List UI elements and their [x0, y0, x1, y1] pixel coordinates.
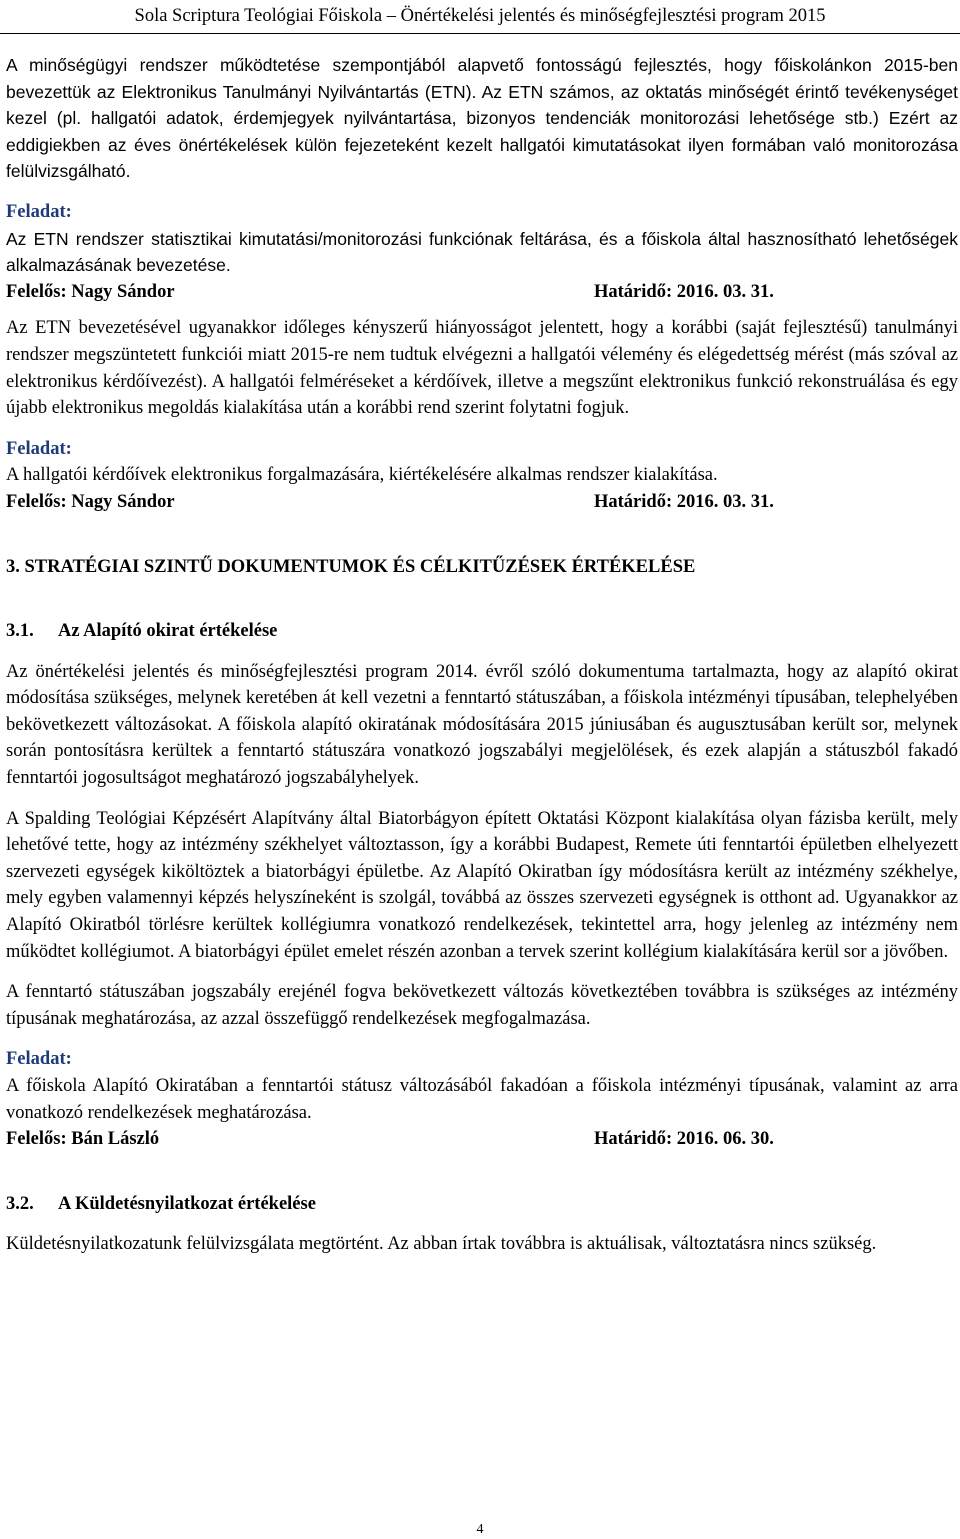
task-text: A főiskola Alapító Okiratában a fenntartói státusz változásából fakadóan a főiskola intézményi típusának, valamint az arra vonatkozó rendelkezések meghatározása.: [6, 1076, 958, 1123]
responsibility-line: [6, 1126, 958, 1153]
page-number: 4: [476, 1522, 484, 1537]
section-32-heading: [6, 1191, 958, 1218]
section-31-task-block: [6, 1046, 958, 1152]
responsibility-line: [6, 279, 958, 306]
section-number: 3.2.: [6, 1193, 34, 1214]
section-31-paragraph: A fenntartó státuszában jogszabály erejénél fogva bekövetkezett változás következtében továbbra is szükséges az intézmény típusának meghatározása, az azzal összefüggő rendelkezések megfogalmazása.: [6, 982, 958, 1029]
deadline: Határidő: 2016. 03. 31.: [594, 491, 774, 512]
section-32-paragraph: Küldetésnyilatkozatunk felülvizsgálata megtörtént. Az abban írtak továbbra is aktuálisak, változtatásra nincs szükség.: [6, 1234, 877, 1255]
task-label: Feladat:: [6, 1049, 72, 1070]
responsible-person: Felelős: Bán László: [6, 1129, 160, 1150]
section-31-paragraph: Az önértékelési jelentés és minőségfejlesztési program 2014. évről szóló dokumentuma tartalmazta, hogy az alapító okirat módosítása szükséges, melynek keretében át kell vezetni a fenntartó státuszában, a főiskola intézményi típusában, telephelyében bekövetkezett változásokat. A főiskola alapító okiratának módosítására 2015 júniusában és augusztusában került sor, melynek során pontosításra kerültek a fenntartó státuszára vonatkozó jogszabályi megjelölések, és ezek alapján a státuszból fakadó fenntartói jogosultságot meghatározó jogszabályhelyek.: [6, 661, 958, 789]
etn-task-block: [6, 199, 958, 305]
document-body: [6, 52, 958, 1258]
deadline: Határidő: 2016. 03. 31.: [594, 281, 774, 302]
section-title: A Küldetésnyilatkozat értékelése: [58, 1193, 316, 1214]
section-3-heading: 3. STRATÉGIAI SZINTŰ DOKUMENTUMOK ÉS CÉLKITŰZÉSEK ÉRTÉKELÉSE: [6, 556, 696, 577]
section-number: 3.1.: [6, 621, 34, 642]
responsibility-line: [6, 489, 958, 516]
responsible-person: Felelős: Nagy Sándor: [6, 281, 175, 302]
page-header: [0, 0, 960, 34]
task-text: Az ETN rendszer statisztikai kimutatási/monitorozási funkciónak feltárása, és a főiskola által hasznosítható lehetőségek alkalmazásának bevezetése.: [6, 228, 958, 276]
task-label: Feladat:: [6, 201, 72, 222]
section-31-paragraph: A Spalding Teológiai Képzésért Alapítvány által Biatorbágyon épített Oktatási Központ kialakítása olyan fázisba került, mely lehetővé tette, hogy az intézmény székhelyet változtasson, így a korábbi Budapest, Remete úti fenntartói épületben elhelyezett szervezeti egységek kiköltöztek a biatorbágyi épületbe. Az Alapító Okiratban így módosításra került az intézmény székhelye, mely egyben valamennyi képzés helyszíneként is szolgál, továbbá az összes szervezeti egységnek is otthont ad. Ugyanakkor az Alapító Okiratból törlésre kerültek kollégiumra vonatkozó rendelkezések, tekintettel arra, hogy jelenleg az intézmény nem működtet kollégiumot. A biatorbágyi épület emelet részén azonban a tervek szerint kollégium kialakítására kerül sor a jövőben.: [6, 808, 958, 962]
survey-task-block: [6, 436, 958, 516]
section-title: Az Alapító okirat értékelése: [58, 621, 278, 642]
survey-paragraph: Az ETN bevezetésével ugyanakkor időleges kényszerű hiányosságot jelentett, hogy a korábbi (saját fejlesztésű) tanulmányi rendszer megszüntetett funkciói miatt 2015-re nem tudtuk elvégezni a hallgatói vélemény és elégedettség mérést (más szóval az elektronikus kérdőívezést). A hallgatói felméréseket a kérdőívek, illetve a megszűnt elektronikus funkció rekonstruálása és egy újabb elektronikus megoldás kialakítása után a korábbi rend szerint folytatni fogjuk.: [6, 318, 958, 419]
task-text: A hallgatói kérdőívek elektronikus forgalmazására, kiértékelésére alkalmas rendszer kialakítása.: [6, 465, 718, 486]
task-label: Feladat:: [6, 438, 72, 459]
responsible-person: Felelős: Nagy Sándor: [6, 491, 175, 512]
etn-paragraph: A minőségügyi rendszer működtetése szempontjából alapvető fontosságú fejlesztés, hogy főiskolánkon 2015-ben bevezettük az Elektronikus Tanulmányi Nyilvántartás (ETN). Az ETN számos, az oktatás minőségét érintő tevékenységet kezel (pl. hallgatói adatok, érdemjegyek nyilvántartása, bizonyos tendenciák monitorozási lehetősége stb.) Ezért az eddigiekben az éves önértékelések külön fejezeteként kezelt hallgatói kimutatásokat ilyen formában való monitorozása felülvizsgálható.: [6, 55, 958, 182]
header-title: Sola Scriptura Teológiai Főiskola – Önértékelési jelentés és minőségfejlesztési program 2015: [134, 6, 826, 26]
deadline: Határidő: 2016. 06. 30.: [594, 1129, 774, 1150]
section-31-heading: [6, 618, 958, 645]
